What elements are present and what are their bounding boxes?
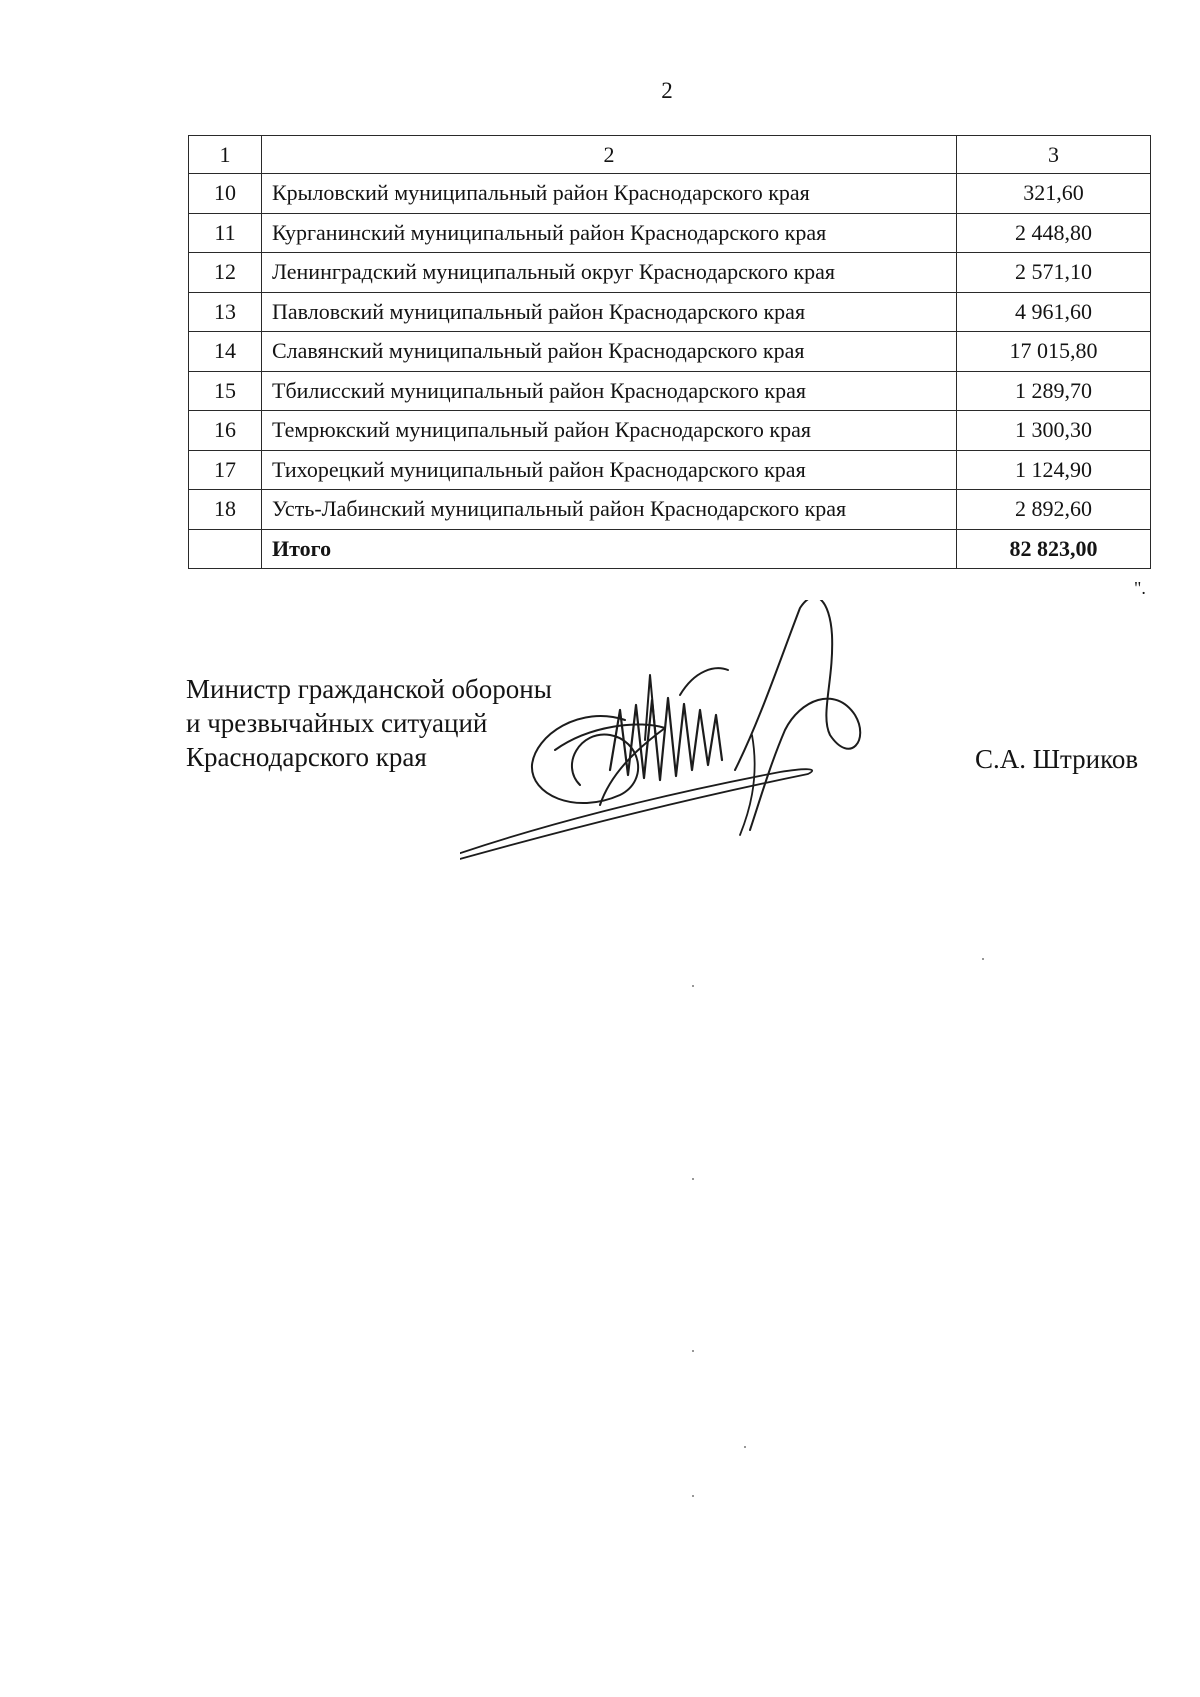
- table-header-row: [189, 136, 1151, 174]
- row-number: 16: [189, 411, 262, 451]
- row-number: 13: [189, 292, 262, 332]
- row-municipality: Темрюкский муниципальный район Краснодарского края: [262, 411, 957, 451]
- row-amount: 4 961,60: [957, 292, 1151, 332]
- total-amount: 82 823,00: [957, 529, 1151, 569]
- row-number: 18: [189, 490, 262, 530]
- table-row: [189, 174, 1151, 214]
- scan-speck: [744, 1446, 746, 1448]
- row-amount: 321,60: [957, 174, 1151, 214]
- table-row: [189, 371, 1151, 411]
- table-row: [189, 490, 1151, 530]
- row-municipality: Ленинградский муниципальный округ Краснодарского края: [262, 253, 957, 293]
- row-municipality: Славянский муниципальный район Краснодарского края: [262, 332, 957, 372]
- signature-stroke: [610, 698, 722, 780]
- row-number: 17: [189, 450, 262, 490]
- row-municipality: Тихорецкий муниципальный район Краснодарского края: [262, 450, 957, 490]
- row-number: 12: [189, 253, 262, 293]
- row-municipality: Тбилисский муниципальный район Краснодарского края: [262, 371, 957, 411]
- scan-speck: [692, 985, 694, 987]
- total-row: [189, 529, 1151, 569]
- table-row: [189, 332, 1151, 372]
- scan-speck: [982, 958, 984, 960]
- row-amount: 1 289,70: [957, 371, 1151, 411]
- table-row: [189, 411, 1151, 451]
- table-row: [189, 450, 1151, 490]
- row-number: 11: [189, 213, 262, 253]
- table-row: [189, 213, 1151, 253]
- signatory-title-line: и чрезвычайных ситуаций: [186, 708, 488, 738]
- scan-speck: [692, 1178, 694, 1180]
- allocation-table: [188, 135, 1151, 569]
- handwritten-signature: [460, 600, 960, 940]
- table-row: [189, 292, 1151, 332]
- column-header-number: 1: [189, 136, 262, 174]
- total-number: [189, 529, 262, 569]
- signature-stroke: [735, 600, 860, 830]
- row-amount: 2 571,10: [957, 253, 1151, 293]
- row-municipality: Усть-Лабинский муниципальный район Краснодарского края: [262, 490, 957, 530]
- signatory-title-line: Министр гражданской обороны: [186, 674, 552, 704]
- row-amount: 2 448,80: [957, 213, 1151, 253]
- row-amount: 2 892,60: [957, 490, 1151, 530]
- table-row: [189, 253, 1151, 293]
- closing-quote: ".: [1134, 578, 1146, 598]
- row-number: 15: [189, 371, 262, 411]
- row-number: 14: [189, 332, 262, 372]
- row-amount: 1 300,30: [957, 411, 1151, 451]
- row-number: 10: [189, 174, 262, 214]
- column-header-name: 2: [262, 136, 957, 174]
- signatory-title-line: Краснодарского края: [186, 742, 427, 772]
- row-amount: 17 015,80: [957, 332, 1151, 372]
- row-municipality: Павловский муниципальный район Краснодарского края: [262, 292, 957, 332]
- page-number: 2: [661, 78, 673, 103]
- row-municipality: Курганинский муниципальный район Краснодарского края: [262, 213, 957, 253]
- signature-stroke: [460, 769, 812, 866]
- row-municipality: Крыловский муниципальный район Краснодарского края: [262, 174, 957, 214]
- signatory-name: С.А. Штриков: [975, 744, 1139, 774]
- column-header-value: 3: [957, 136, 1151, 174]
- scan-speck: [692, 1350, 694, 1352]
- total-label: Итого: [262, 529, 957, 569]
- scan-speck: [692, 1495, 694, 1497]
- row-amount: 1 124,90: [957, 450, 1151, 490]
